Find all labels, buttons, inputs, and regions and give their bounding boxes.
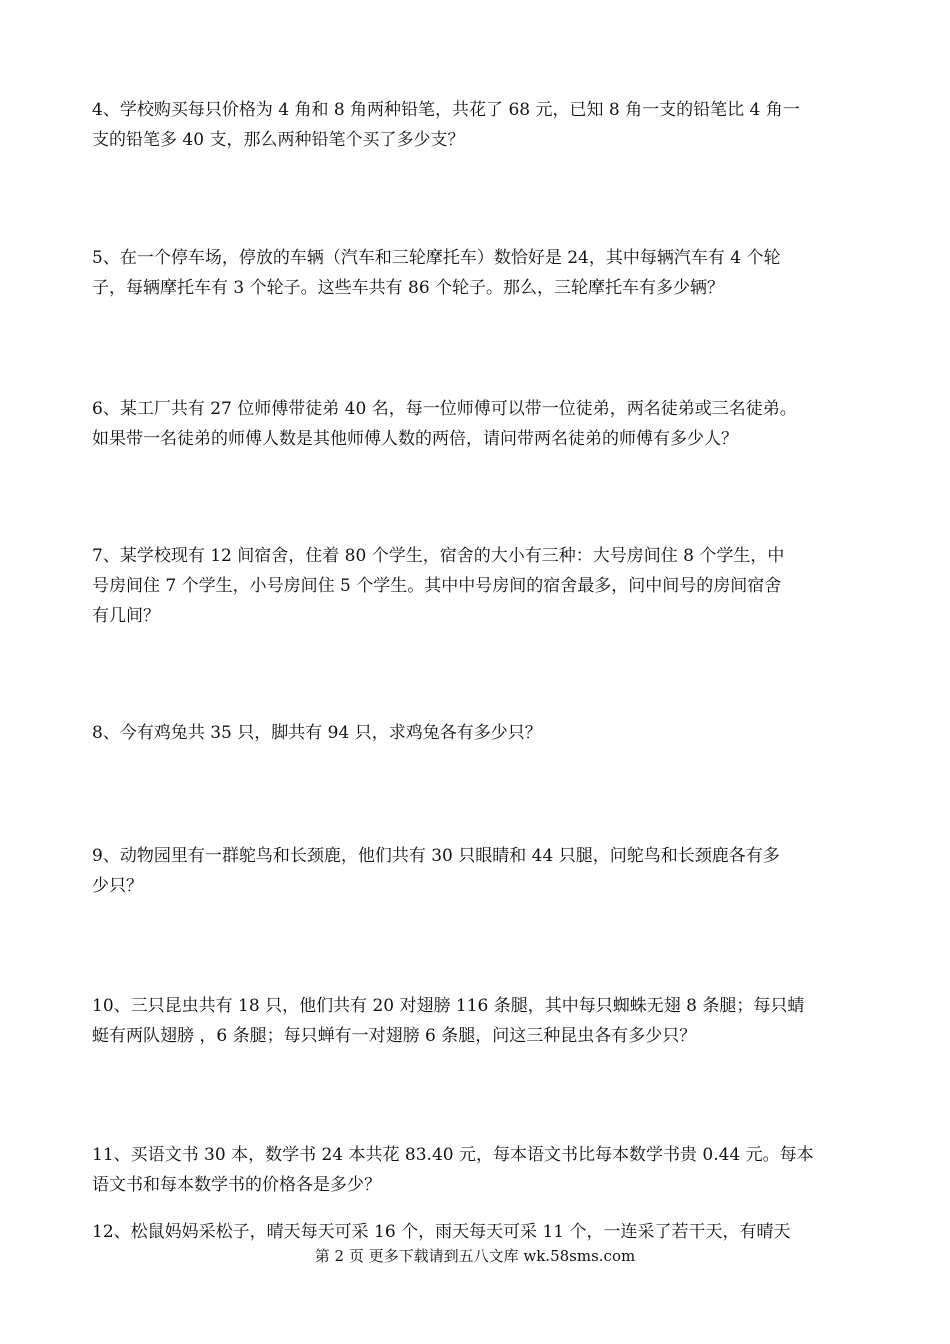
question-12-line-1: 12、松鼠妈妈采松子，晴天每天可采 16 个，雨天每天可采 11 个，一连采了若干天，有晴天: [92, 1222, 791, 1242]
question-9: [92, 841, 872, 901]
question-6: [92, 394, 872, 454]
question-7-line-3: 有几间？: [92, 606, 160, 626]
question-7-line-1: 7、某学校现有 12 间宿舍，住着 80 个学生，宿舍的大小有三种：大号房间住 8 个学生，中: [92, 546, 785, 566]
question-7-line-2: 号房间住 7 个学生，小号房间住 5 个学生。其中中号房间的宿舍最多，问中间号的房间宿舍: [92, 576, 782, 596]
question-9-line-2: 少只？: [92, 876, 143, 896]
question-11-line-1: 11、买语文书 30 本，数学书 24 本共花 83.40 元，每本语文书比每本数学书贵 0.44 元。每本: [92, 1145, 814, 1165]
question-9-line-1: 9、动物园里有一群鸵鸟和长颈鹿，他们共有 30 只眼睛和 44 只腿，问鸵鸟和长颈鹿各有多: [92, 846, 780, 866]
question-4-line-2: 支的铅笔多 40 支，那么两种铅笔个买了多少支？: [92, 130, 465, 150]
question-8-line-1: 8、今有鸡兔共 35 只，脚共有 94 只，求鸡兔各有多少只？: [92, 723, 542, 743]
question-8: [92, 718, 872, 748]
question-11: [92, 1140, 872, 1200]
question-10-line-2: 蜓有两队翅膀 ，6 条腿；每只蝉有一对翅膀 6 条腿，问这三种昆虫各有多少只？: [92, 1026, 697, 1046]
question-4-line-1: 4、学校购买每只价格为 4 角和 8 角两种铅笔，共花了 68 元，已知 8 角一支的铅笔比 4 角一: [92, 100, 800, 120]
question-5: [92, 243, 872, 303]
question-7: [92, 541, 872, 631]
question-6-line-1: 6、某工厂共有 27 位师傅带徒弟 40 名，每一位师傅可以带一位徒弟，两名徒弟或三名徒弟。: [92, 399, 797, 419]
question-10: [92, 991, 872, 1051]
question-5-line-2: 子，每辆摩托车有 3 个轮子。这些车共有 86 个轮子。那么，三轮摩托车有多少辆？: [92, 278, 725, 298]
question-5-line-1: 5、在一个停车场，停放的车辆（汽车和三轮摩托车）数恰好是 24，其中每辆汽车有 4 个轮: [92, 248, 781, 268]
question-12: [92, 1217, 872, 1247]
question-11-line-2: 语文书和每本数学书的价格各是多少？: [92, 1175, 381, 1195]
question-10-line-1: 10、三只昆虫共有 18 只，他们共有 20 对翅膀 116 条腿，其中每只蜘蛛无翅 8 条腿；每只蜻: [92, 996, 805, 1016]
question-4: [92, 95, 872, 155]
page-footer: 第 2 页 更多下载请到五八文库 wk.58sms.com: [314, 1247, 636, 1265]
question-6-line-2: 如果带一名徒弟的师傅人数是其他师傅人数的两倍，请问带两名徒弟的师傅有多少人？: [92, 429, 738, 449]
